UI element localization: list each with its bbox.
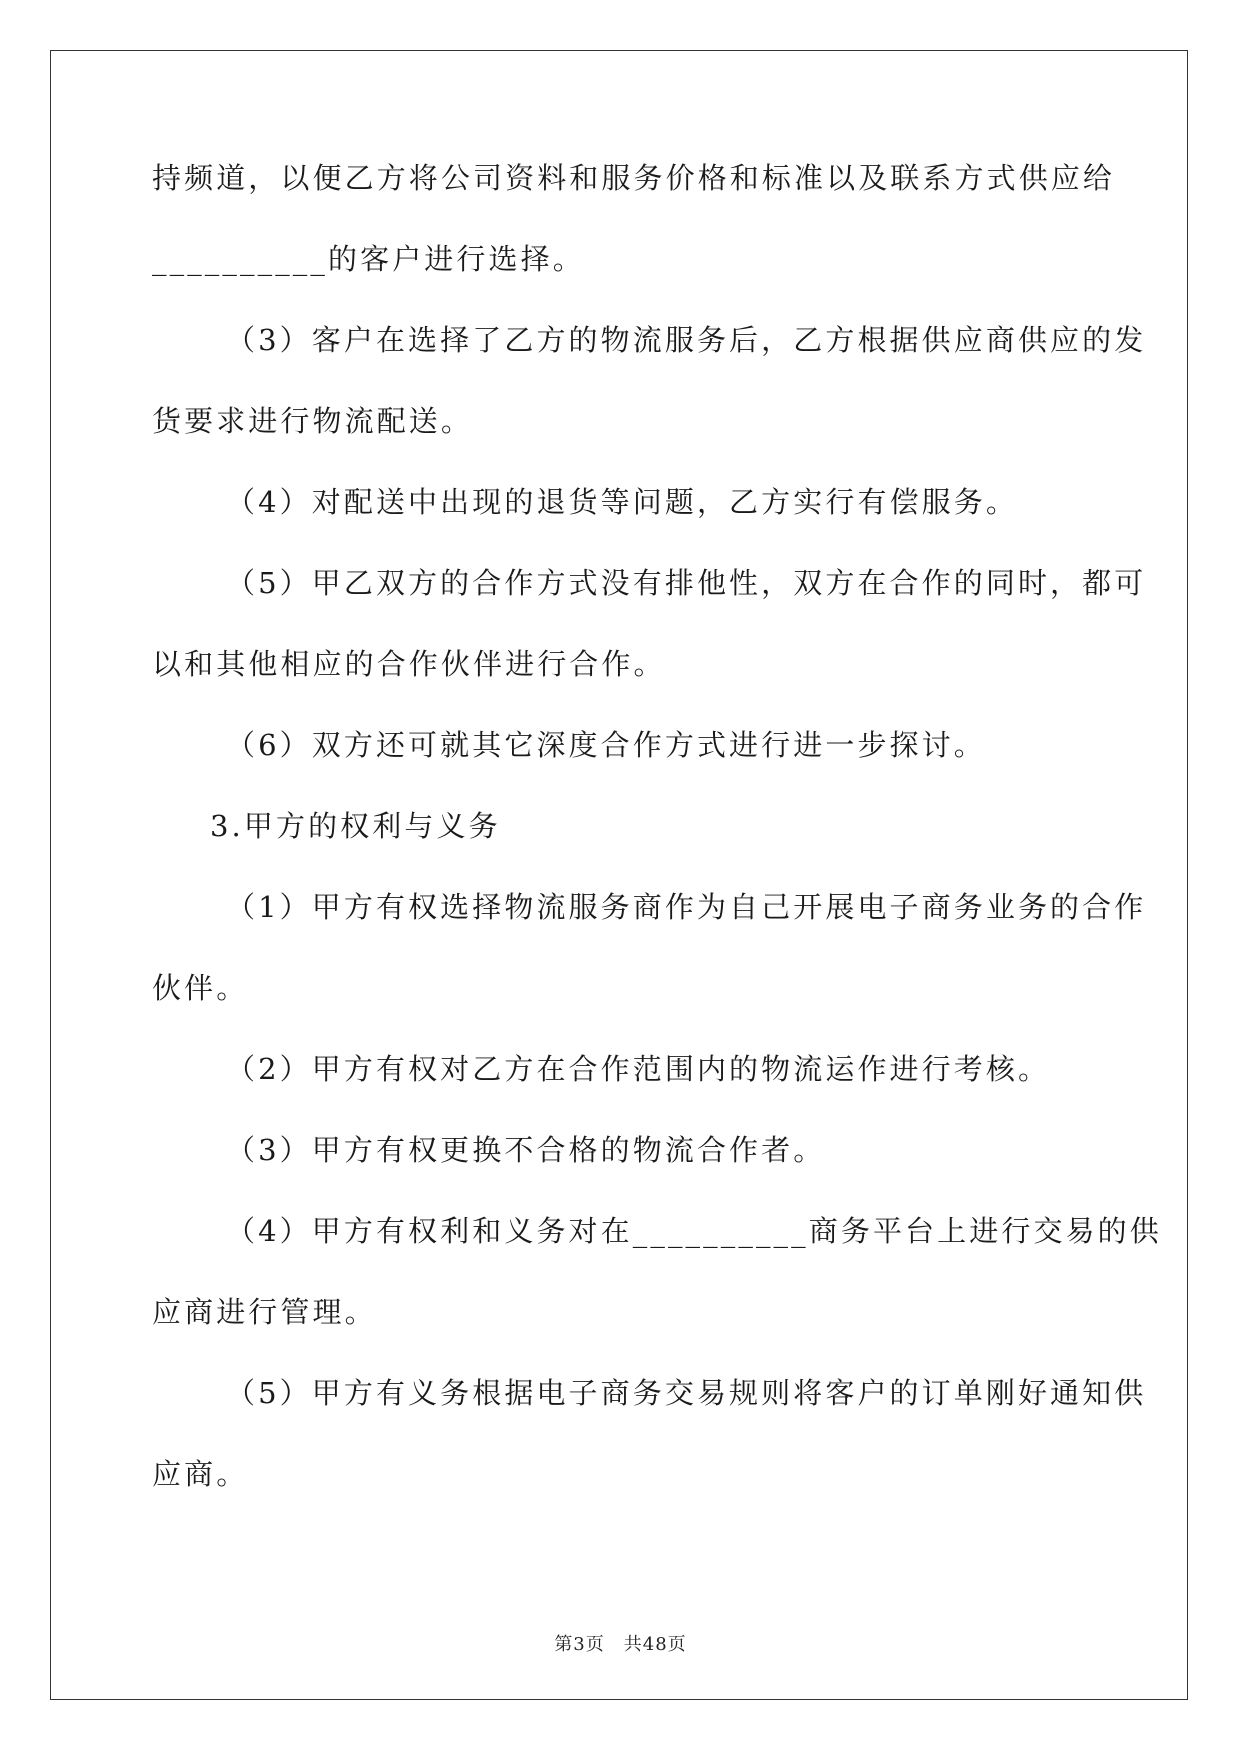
text-line: 持频道，以便乙方将公司资料和服务价格和标准以及联系方式供应给: [152, 161, 1116, 195]
section-heading: 3.甲方的权利与义务: [210, 809, 501, 843]
page-number: 第3页 共48页: [554, 1634, 687, 1655]
text-line: （4）甲方有权利和义务对在__________商务平台上进行交易的供: [226, 1214, 1162, 1248]
text-line: （1）甲方有权选择物流服务商作为自己开展电子商务业务的合作: [226, 890, 1147, 924]
page-border: [50, 50, 1188, 1700]
text-line: （5）甲方有义务根据电子商务交易规则将客户的订单刚好通知供: [226, 1376, 1147, 1410]
text-line: （5）甲乙双方的合作方式没有排他性，双方在合作的同时，都可: [226, 566, 1147, 600]
text-line: （2）甲方有权对乙方在合作范围内的物流运作进行考核。: [226, 1052, 1051, 1086]
text-line: （4）对配送中出现的退货等问题，乙方实行有偿服务。: [226, 485, 1018, 519]
text-line: __________的客户进行选择。: [152, 242, 585, 276]
text-line: 以和其他相应的合作伙伴进行合作。: [152, 647, 666, 681]
text-line: 应商。: [152, 1457, 249, 1491]
text-line: 应商进行管理。: [152, 1295, 377, 1329]
text-line: 伙伴。: [152, 971, 249, 1005]
text-line: 货要求进行物流配送。: [152, 404, 474, 438]
text-line: （3）客户在选择了乙方的物流服务后，乙方根据供应商供应的发: [226, 323, 1147, 357]
text-line: （3）甲方有权更换不合格的物流合作者。: [226, 1133, 826, 1167]
text-line: （6）双方还可就其它深度合作方式进行进一步探讨。: [226, 728, 986, 762]
